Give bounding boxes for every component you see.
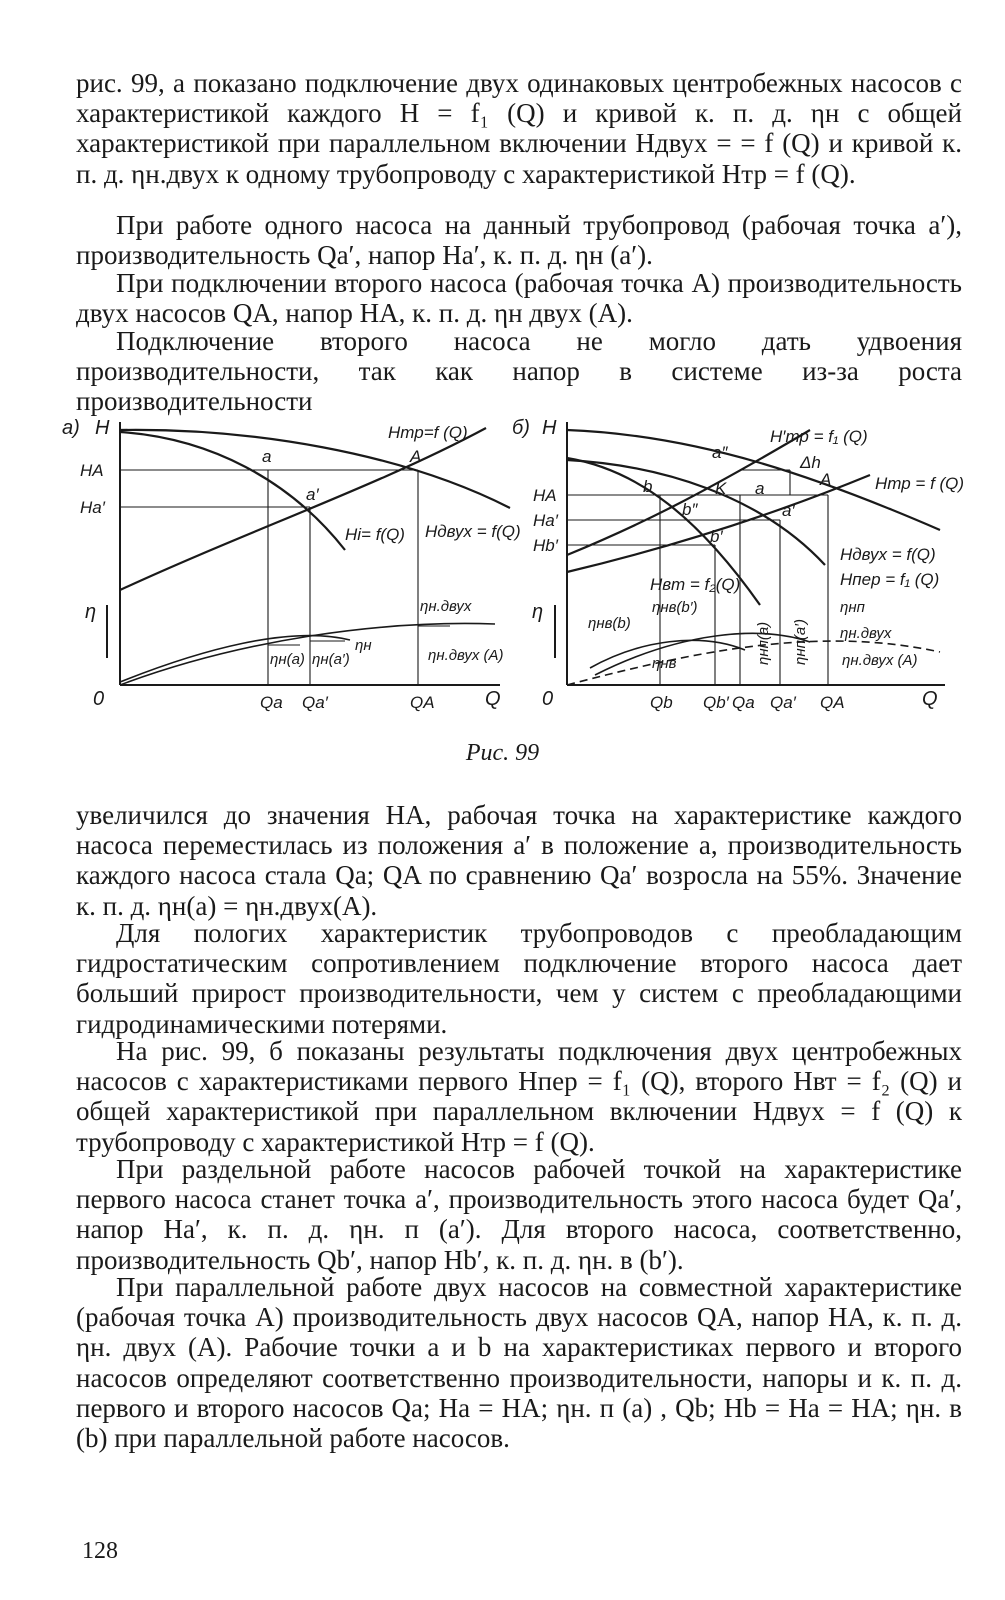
left-eta-a-prime-label: ηн(a′) <box>312 651 350 668</box>
right-x-tick-Qa-prime: Qa′ <box>770 693 796 712</box>
right-point-a-double-prime: a″ <box>712 443 728 462</box>
right-eta-np-a-label: ηнп(a) <box>755 621 772 665</box>
right-eta-combined-label: ηн.двух <box>840 625 892 642</box>
right-y-tick-HA: HA <box>533 486 557 505</box>
right-first-pump-label: Hпер = f₁ (Q) <box>840 570 940 589</box>
left-panel-axes <box>107 422 500 685</box>
figure-caption: Рис. 99 <box>465 740 540 766</box>
left-x-tick-Qa-prime: Qa′ <box>302 693 328 712</box>
paragraph-8: При раздельной работе насосов рабочей точкой на характеристике первого насоса станет точка a′, производительность этого насоса будет Qa′, напор Ha′, к. п. д. ηн. п (a′). Для второго насоса, соответственно, производительность Qb′, напор Hb′, к. п. д. ηн. в (b′). <box>76 1154 962 1275</box>
right-panel-label: б) <box>512 417 530 439</box>
right-eta-b-label: ηнв(b) <box>588 615 631 632</box>
right-point-b: b <box>643 477 653 496</box>
figure-99 <box>0 400 1005 730</box>
paragraph-3: При подключении второго насоса (рабочая точка A) производительность двух насосов QA, напор HA, к. п. д. ηн двух (A). <box>76 268 962 329</box>
left-y-axis-label: H <box>95 417 110 439</box>
left-eta-combined-A-label: ηн.двух (A) <box>428 647 504 664</box>
paragraph-1: рис. 99, а показано подключение двух одинаковых центробежных насосов с характеристикой каждого H = f₁ (Q) и кривой к. п. д. ηн с общей характеристикой при параллельном включении Hдвух = = f (Q) и кривой к. п. д. ηн.двух к одному трубопроводу с характеристикой Hтр = f (Q). <box>76 68 962 189</box>
right-point-b-prime: b′ <box>710 527 723 546</box>
right-eta-first-curve <box>595 633 810 675</box>
paragraph-2: При работе одного насоса на данный трубопровод (рабочая точка a′), производительность Qa′, напор Ha′, к. п. д. ηн (a′). <box>76 210 962 271</box>
left-eta-pump-label: ηн <box>355 637 372 654</box>
right-x-tick-Qa: Qa <box>732 693 755 712</box>
right-y-tick-Hb-prime: Hb′ <box>533 536 558 555</box>
left-pump-label: Hi= f(Q) <box>345 525 405 544</box>
right-delta-h-label: Δh <box>800 453 821 472</box>
left-pipeline-label: Hтр=f (Q) <box>388 423 468 442</box>
left-eta-a-label: ηн(a) <box>270 651 305 668</box>
left-point-A: A <box>410 447 422 466</box>
left-point-a: a <box>262 447 272 466</box>
left-y-tick-HA: HA <box>80 461 104 480</box>
right-eta-np-label: ηнп <box>840 599 865 616</box>
right-eta-b-prime-label: ηнв(b′) <box>652 599 698 616</box>
right-point-a-prime: a′ <box>782 501 795 520</box>
left-point-a-prime: a′ <box>306 485 319 504</box>
page-number: 128 <box>82 1538 118 1564</box>
right-origin-label: 0 <box>542 688 554 710</box>
right-x-tick-QA: QA <box>820 693 845 712</box>
right-pipeline-label: Hтр = f (Q) <box>875 474 965 493</box>
right-point-K: K <box>715 479 727 498</box>
left-eta-axis-label: η <box>85 601 97 623</box>
right-pipeline-prime-curve <box>567 430 810 555</box>
paragraph-4: Подключение второго насоса не могло дать удвоения производительности, так как напор в системе из-за роста производительности <box>76 326 962 417</box>
paragraph-9: При параллельной работе двух насосов на совместной характеристике (рабочая точка A) производительность двух насосов QA, напор HA, к. п. д. ηн. двух (A). Рабочие точки a и b на характеристиках первого и второго насосов определяют соответственно производительности, напоры и к. п. д. первого и второго насосов Qa; Ha = HA; ηн. п (a) , Qb; Hb = Ha = HA; ηн. в (b) при параллельной работе насосов. <box>76 1272 962 1454</box>
right-point-a: a <box>755 479 765 498</box>
right-point-b-double-prime: b″ <box>682 500 698 519</box>
left-pipeline-curve <box>120 428 486 590</box>
left-eta-combined-label: ηн.двух <box>420 598 472 615</box>
right-eta-np-a-prime-label: ηнп(a′) <box>792 619 809 665</box>
right-second-pump-label: Hвт = f₂(Q) <box>650 575 741 594</box>
right-x-tick-Qb-prime: Qb′ <box>703 693 729 712</box>
right-eta-axis-label: η <box>532 601 544 623</box>
left-x-tick-QA: QA <box>410 693 435 712</box>
left-combined-label: Hдвух = f(Q) <box>425 522 521 541</box>
right-combined-label: Hдвух = f(Q) <box>840 545 936 564</box>
right-y-tick-Ha-prime: Ha′ <box>533 511 558 530</box>
left-y-tick-Ha-prime: Ha′ <box>80 498 105 517</box>
right-eta-combined-A-label: ηн.двух (A) <box>842 652 918 669</box>
right-x-tick-Qb: Qb <box>650 693 673 712</box>
right-pipeline-prime-label: H′тр = f₁ (Q) <box>770 427 868 446</box>
right-x-axis-label: Q <box>922 688 938 710</box>
right-eta-v-label: ηнв <box>652 655 677 672</box>
paragraph-5: увеличился до значения HA, рабочая точка на характеристике каждого насоса переместилась из положения a′ в положение a, производительность каждого насоса стала Qa; QA по сравнению Qa′ возросла на 55%. Значение к. п. д. ηн(a) = ηн.двух(A). <box>76 800 962 921</box>
right-point-A: A <box>820 470 832 489</box>
left-origin-label: 0 <box>93 688 105 710</box>
paragraph-7: На рис. 99, б показаны результаты подключения двух центробежных насосов с характеристиками первого Hпер = f₁ (Q), второго Hвт = f₂ (Q) и общей характеристикой при параллельном включении Hдвух = f (Q) к трубопроводу с характеристикой Hтр = f (Q). <box>76 1036 962 1157</box>
left-x-axis-label: Q <box>485 688 501 710</box>
left-x-tick-Qa: Qa <box>260 693 283 712</box>
paragraph-6: Для пологих характеристик трубопроводов с преобладающим гидростатическим сопротивлением подключение второго насоса дает больший прирост производительности, чем у систем с преобладающими гидродинамическими потерями. <box>76 918 962 1039</box>
right-y-axis-label: H <box>542 417 557 439</box>
left-panel-label: а) <box>62 417 80 439</box>
